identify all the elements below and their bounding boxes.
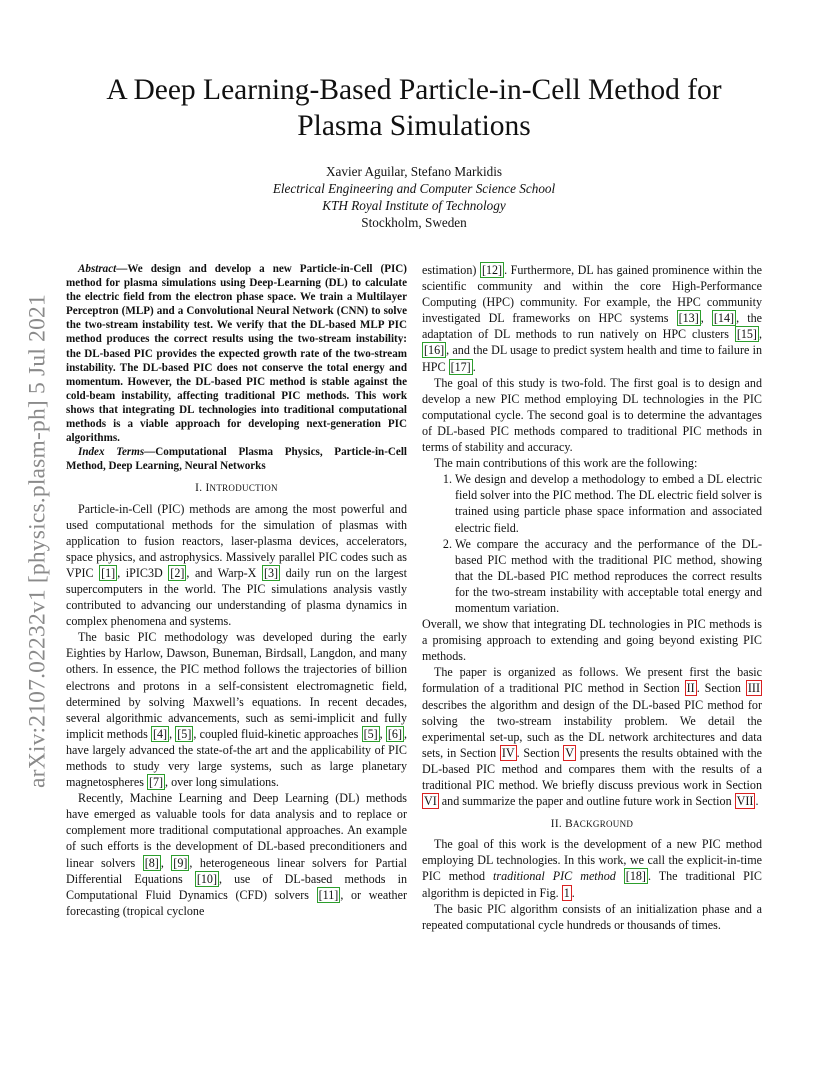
list-item: 1. We design and develop a methodology to embed a DL electric field solver into the PIC method. The DL electric field solver is trained using particle phase space information and associated electric field. — [455, 471, 762, 535]
paper-title — [0, 72, 828, 144]
citation-link[interactable]: [4] — [152, 726, 168, 741]
citation-link[interactable]: [2] — [170, 565, 185, 580]
section-link[interactable]: VII — [736, 794, 754, 809]
citation-link[interactable]: [12] — [481, 263, 503, 277]
arxiv-id: arXiv:2107.02232v1 [physics.plasm-ph] 5 Jul 2021 — [24, 294, 51, 788]
arxiv-sidebar — [18, 256, 58, 826]
contributions-intro: The main contributions of this work are the following: — [434, 456, 698, 471]
section-link[interactable]: III — [747, 681, 760, 696]
left-column — [66, 262, 407, 919]
citation-link[interactable]: [8] — [144, 855, 159, 870]
intro-paragraph-3: Recently, Machine Learning and Deep Learning (DL) methods have emerged as valuable tools for data analysis and to replace or complement more traditional computational approaches. An example of such efforts is the development of DL-based preconditioners and linear solvers [8] , [9] , heterogeneous linear solvers for Partial Differential Equations [10] , use of DL-based methods in Computational Fluid Dynamics (CFD) solvers [11] , or weather forecasting (tropical cyclone — [66, 791, 408, 918]
citation-link[interactable]: [5] — [177, 726, 192, 741]
list-item: 2. We compare the accuracy and the performance of the DL-based PIC method with the traditional PIC method, showing that the DL-based PIC method reproduces the correct results for the two-stream instability with acceptable total energy and momentum variation. — [455, 536, 762, 616]
organization-paragraph: The paper is organized as follows. We present first the basic formulation of a traditional PIC method in Section II . Section III describes the algorithm and design of the DL-based PIC method for solving the two-stream instability problem. We detail the experimental set-up, such as the DL network architectures and data sets, in Section IV . Section V presents the results obtained with the DL-based PIC method and compares them with the results of a traditional PIC method. We briefly discuss previous work in Section VI and summarize the paper and outline future work in Section VII . — [422, 665, 762, 809]
citation-link[interactable]: [10] — [196, 871, 217, 886]
affiliation-3: Stockholm, Sweden — [361, 215, 467, 230]
citation-link[interactable]: [5] — [363, 726, 378, 741]
goal-paragraph: The goal of this study is two-fold. The first goal is to design and develop a new PIC method employing DL technologies in the PIC computational cycle. The second goal is to determine the advantages of DL-based PIC methods compared to traditional PIC methods in terms of stability and accuracy. — [422, 375, 762, 455]
citation-link[interactable]: [1] — [101, 565, 116, 580]
contributions-list — [422, 471, 762, 616]
abstract: Abstract—We design and develop a new Particle-in-Cell (PIC) method for plasma simulations using Deep-Learning (DL) to calculate the electric field from the electron phase space. We train a Multilayer Perceptron (MLP) and a Convolutional Neural Network (CNN) to solve the two-stream instability test. We verify that the DL-based MLP PIC method produces the correct results using the two-stream instability: the DL-based PIC provides the expected growth rate of the two-stream instability. The DL-based PIC does not conserve the total energy and momentum. However, the DL-based PIC method is stable against the cold-beam instability, affecting traditional PIC methods. This work shows that integrating DL technologies into traditional computational methods is a viable approach for developing next-generation PIC algorithms. — [66, 263, 407, 445]
figure-link[interactable]: 1 — [563, 885, 570, 900]
author-names: Xavier Aguilar, Stefano Markidis — [326, 164, 502, 179]
intro-paragraph-1: Particle-in-Cell (PIC) methods are among the most powerful and used computational methods for the simulation of plasmas with application to fusion reactors, laser-plasma devices, accelerators, space physics, and astrophysics. Massively parallel PIC codes such as VPIC [1] , iPIC3D [2] , and Warp-X [3] daily run on the largest supercomputers in the world. The PIC simulations analysis vastly contributed to advancing our understanding of plasma dynamics in complex phenomena and systems. — [66, 501, 407, 629]
citation-link[interactable]: [18] — [625, 869, 646, 884]
affiliation-2: KTH Royal Institute of Technology — [322, 198, 506, 213]
section-heading-introduction: I. INTRODUCTION — [195, 482, 278, 495]
index-terms: Index Terms—Computational Plasma Physics, Particle-in-Cell Method, Deep Learning, Neural Networks — [66, 446, 408, 473]
background-paragraph-2: The basic PIC algorithm consists of an initialization phase and a repeated computational cycle hundreds or thousands of times. — [422, 901, 762, 932]
section-link[interactable]: II — [686, 681, 695, 696]
title-line-2: Plasma Simulations — [297, 110, 531, 142]
citation-link[interactable]: [15] — [736, 327, 757, 342]
citation-link[interactable]: [3] — [263, 565, 279, 580]
citation-link[interactable]: [11] — [318, 887, 339, 902]
citation-link[interactable]: [9] — [173, 855, 188, 870]
author-block — [0, 163, 828, 231]
title-line-1: A Deep Learning-Based Particle-in-Cell Method for — [106, 74, 722, 106]
citation-link[interactable]: [7] — [148, 775, 164, 790]
intro-paragraph-2: The basic PIC methodology was developed during the early Eighties by Harlow, Dawson, Buneman, Birdsall, Langdon, and many others. In essence, the PIC method follows the trajectories of billion electrons and protons in a self-consistent electromagnetic field, determined by solving Maxwell’s equations. In recent decades, several algorithmic advancements, such as semi-implicit and fully implicit methods [4] , [5] , coupled fluid-kinetic approaches [5] , [6] , have largely advanced the state-of-the art and the applicability of PIC methods to study very large systems, such as large planetary magnetospheres [7] , over long simulations. — [66, 630, 408, 790]
citation-link[interactable]: [13] — [678, 311, 699, 326]
overall-paragraph: Overall, we show that integrating DL technologies in PIC methods is a promising approach to extending and going beyond existing PIC methods. — [422, 617, 762, 664]
citation-link[interactable]: [6] — [387, 726, 402, 741]
section-link[interactable]: VI — [424, 794, 437, 809]
citation-link[interactable]: [14] — [713, 311, 735, 326]
intro-paragraph-3-cont: estimation) [12] . Furthermore, DL has gained prominence within the scientific community and within the core High-Performance Computing (HPC) community. For example, the HPC community investigated DL frameworks on HPC systems [13] , [14] , the adaptation of DL methods to run natively on HPC clusters [15] , [16] , and the DL usage to predict system health and time to failure in HPC [17] . — [422, 263, 762, 374]
citation-link[interactable]: [17] — [450, 359, 471, 374]
section-link[interactable]: IV — [501, 745, 515, 760]
background-paragraph-1: The goal of this work is the development of a new PIC method employing DL technologies. In this work, we call the explicit-in-time PIC method traditional PIC method [18] . The traditional PIC algorithm is depicted in Fig. 1 . — [422, 837, 762, 900]
citation-link[interactable]: [16] — [424, 343, 445, 358]
affiliation-1: Electrical Engineering and Computer Science School — [272, 181, 556, 196]
section-link[interactable]: V — [565, 745, 575, 760]
section-heading-background: II. BACKGROUND — [550, 818, 634, 831]
right-column — [422, 262, 762, 933]
